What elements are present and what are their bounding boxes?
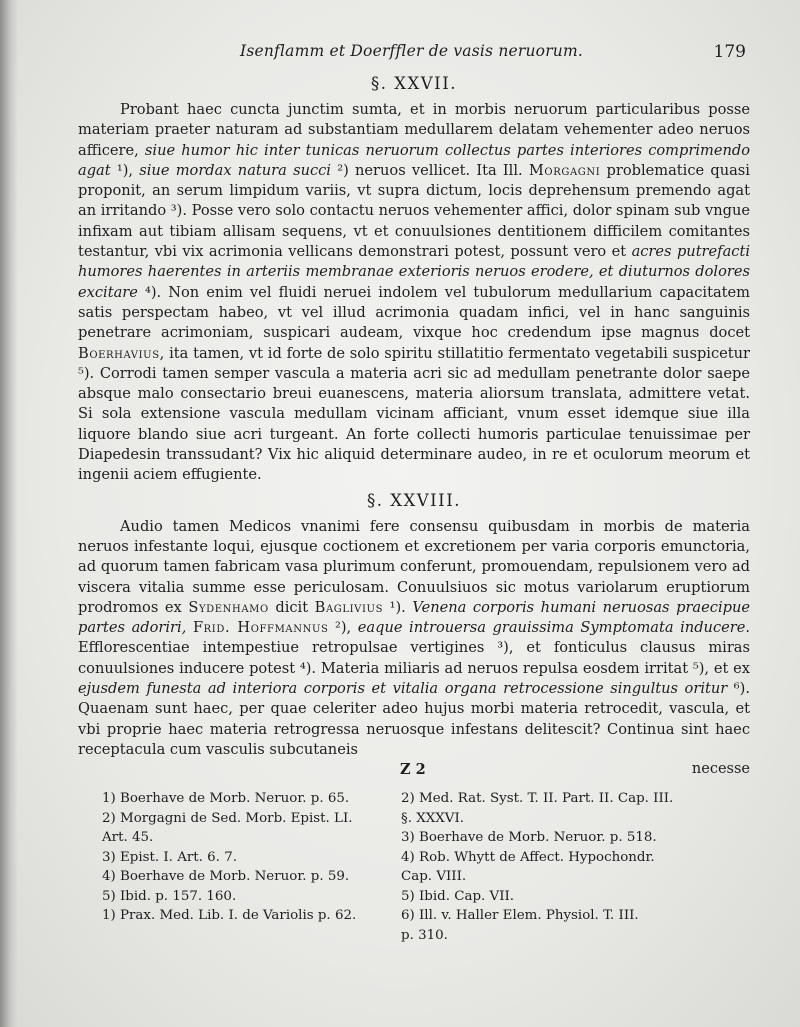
person-name-sydenham: Sydenhamo: [188, 598, 269, 616]
person-name-baglivius: Baglivius: [314, 598, 384, 616]
paragraph-section-28: Audio tamen Medicos vnanimi fere consensu quibusdam in morbis de materia neruos infestante loqui, ejusque coctionem et excretionem per varia corporis emunctoria, ad quorum tamen fabricam vasa plurimum conferunt, promouendam, repulsionem vero ad viscera vitalia summe esse periculosam. Conuulsiuos sic motus variolarum eruptiorum prodromos ex Sydenhamo dicit Baglivius ¹). Venena corporis humani neruosas praecipue partes adoriri, Frid. Hoffmannus ²), eaque introuersa grauissima Symptomata inducere. Efflorescentiae intempestiue retropulsae vertigines ³), et fonticulus clausus miras conuulsiones inducere potest ⁴). Materia miliaris ad neruos repulsa eosdem irritat ⁵), et ex ejusdem funesta ad interiora corporis et vitalia organa retrocessione singultus oritur ⁶). Quaenam sunt haec, per quae celeriter adeo hujus morbi materia retrocedit, vascula, et vbi proprie haec materia retrogressa neruosque infestans delitescit? Continua sint haec receptacula cum vasculis subcutaneis: [78, 517, 751, 758]
footnote: 2) Med. Rat. Syst. T. II. Part. II. Cap. III.: [401, 791, 674, 807]
section-heading-27: §. XXVII.: [371, 74, 457, 93]
footnote: 3) Boerhave de Morb. Neruor. p. 518.: [401, 830, 657, 846]
signature-mark: Z 2: [400, 761, 426, 779]
footnote: Cap. VIII.: [401, 869, 467, 885]
footnote: 1) Prax. Med. Lib. I. de Variolis p. 62.: [102, 908, 357, 924]
footnote: 2) Morgagni de Sed. Morb. Epist. LI.: [102, 810, 353, 826]
footnote: Art. 45.: [102, 830, 154, 846]
catchword-line: [78, 761, 750, 783]
footnotes-right-column: [401, 789, 731, 945]
footnote: 4) Rob. Whytt de Affect. Hypochondr.: [401, 849, 655, 865]
footnote: 4) Boerhave de Morb. Neruor. p. 59.: [102, 869, 350, 885]
footnote: §. XXXVI.: [401, 810, 465, 826]
page-number: 179: [713, 42, 746, 62]
footnote: 3) Epist. I. Art. 6. 7.: [102, 849, 237, 865]
paragraph-section-27: Probant haec cuncta junctim sumta, et in morbis neruorum particularibus posse materiam praeter naturam ad substantiam medullarem delatam vehementer adeo neruos afficere, siue humor hic inter tunicas neruorum collectus partes interiores comprimendo agat ¹), siue mordax natura succi ²) neruos vellicet. Ita Ill. Morgagni problematice quasi proponit, an serum limpidum variis, vt supra dictum, locis deprehensum premendo agat an irritando ³). Posse vero solo contactu neruos vehementer affici, dolor spinam sub vngue infixam aut tibiam allisam sequens, vt et conuulsiones dentitionem difficilem comitantes testantur, vbi vix acrimonia vellicans demonstrari potest, possunt vero et acres putrefacti humores haerentes in arteriis membranae exterioris neruos erodere, et diuturnos dolores excitare ⁴). Non enim vel fluidi neruei indolem vel tubulorum medullarium capacitatem satis perspectam habeo, vt vel illud acrimonia quadam infici, vel in hanc sanguinis penetrare acrimoniam, suspicari audeam, vixque hoc credendum ipse magnus docet Boerhavius, ita tamen, vt id forte de solo spiritu stillatitio fermentato vegetabili suspicetur ⁵). Corrodi tamen semper vascula a materia acri sic ad medullam penetrante dolor saepe absque malo consectario breui euanescens, materia aliorsum translata, admittere vetat. Si sola extensione vascula medullam vicinam afficiant, vnum esset idemque siue illa liquore blando siue acri turgeant. An forte collecti humoris particulae tenuissimae per Diapedesin transsudant? Vix hic aliquid determinare audeo, in re et oculorum meorum et ingenii aciem effugiente.: [78, 101, 751, 484]
section-heading-28: §. XXVIII.: [367, 490, 461, 510]
footnote: 1) Boerhave de Morb. Neruor. p. 65.: [102, 791, 350, 807]
footnote: 5) Ibid. p. 157. 160.: [102, 888, 237, 904]
running-title: Isenflamm et Doerffler de vasis neruorum.: [240, 42, 584, 60]
page-header: [78, 40, 750, 74]
footnote: 6) Ill. v. Haller Elem. Physiol. T. III.: [401, 908, 639, 924]
person-name-boerhavius: Boerhavius: [78, 344, 160, 362]
person-name-hoffmann: Frid. Hoffmannus: [192, 619, 329, 637]
footnote: 5) Ibid. Cap. VII.: [401, 888, 515, 904]
footnote: p. 310.: [401, 927, 448, 943]
footnotes-left-column: [102, 789, 402, 926]
catchword: necesse: [691, 761, 750, 778]
person-name-morgagni: Morgagni: [528, 161, 601, 179]
footnotes: [78, 789, 750, 949]
